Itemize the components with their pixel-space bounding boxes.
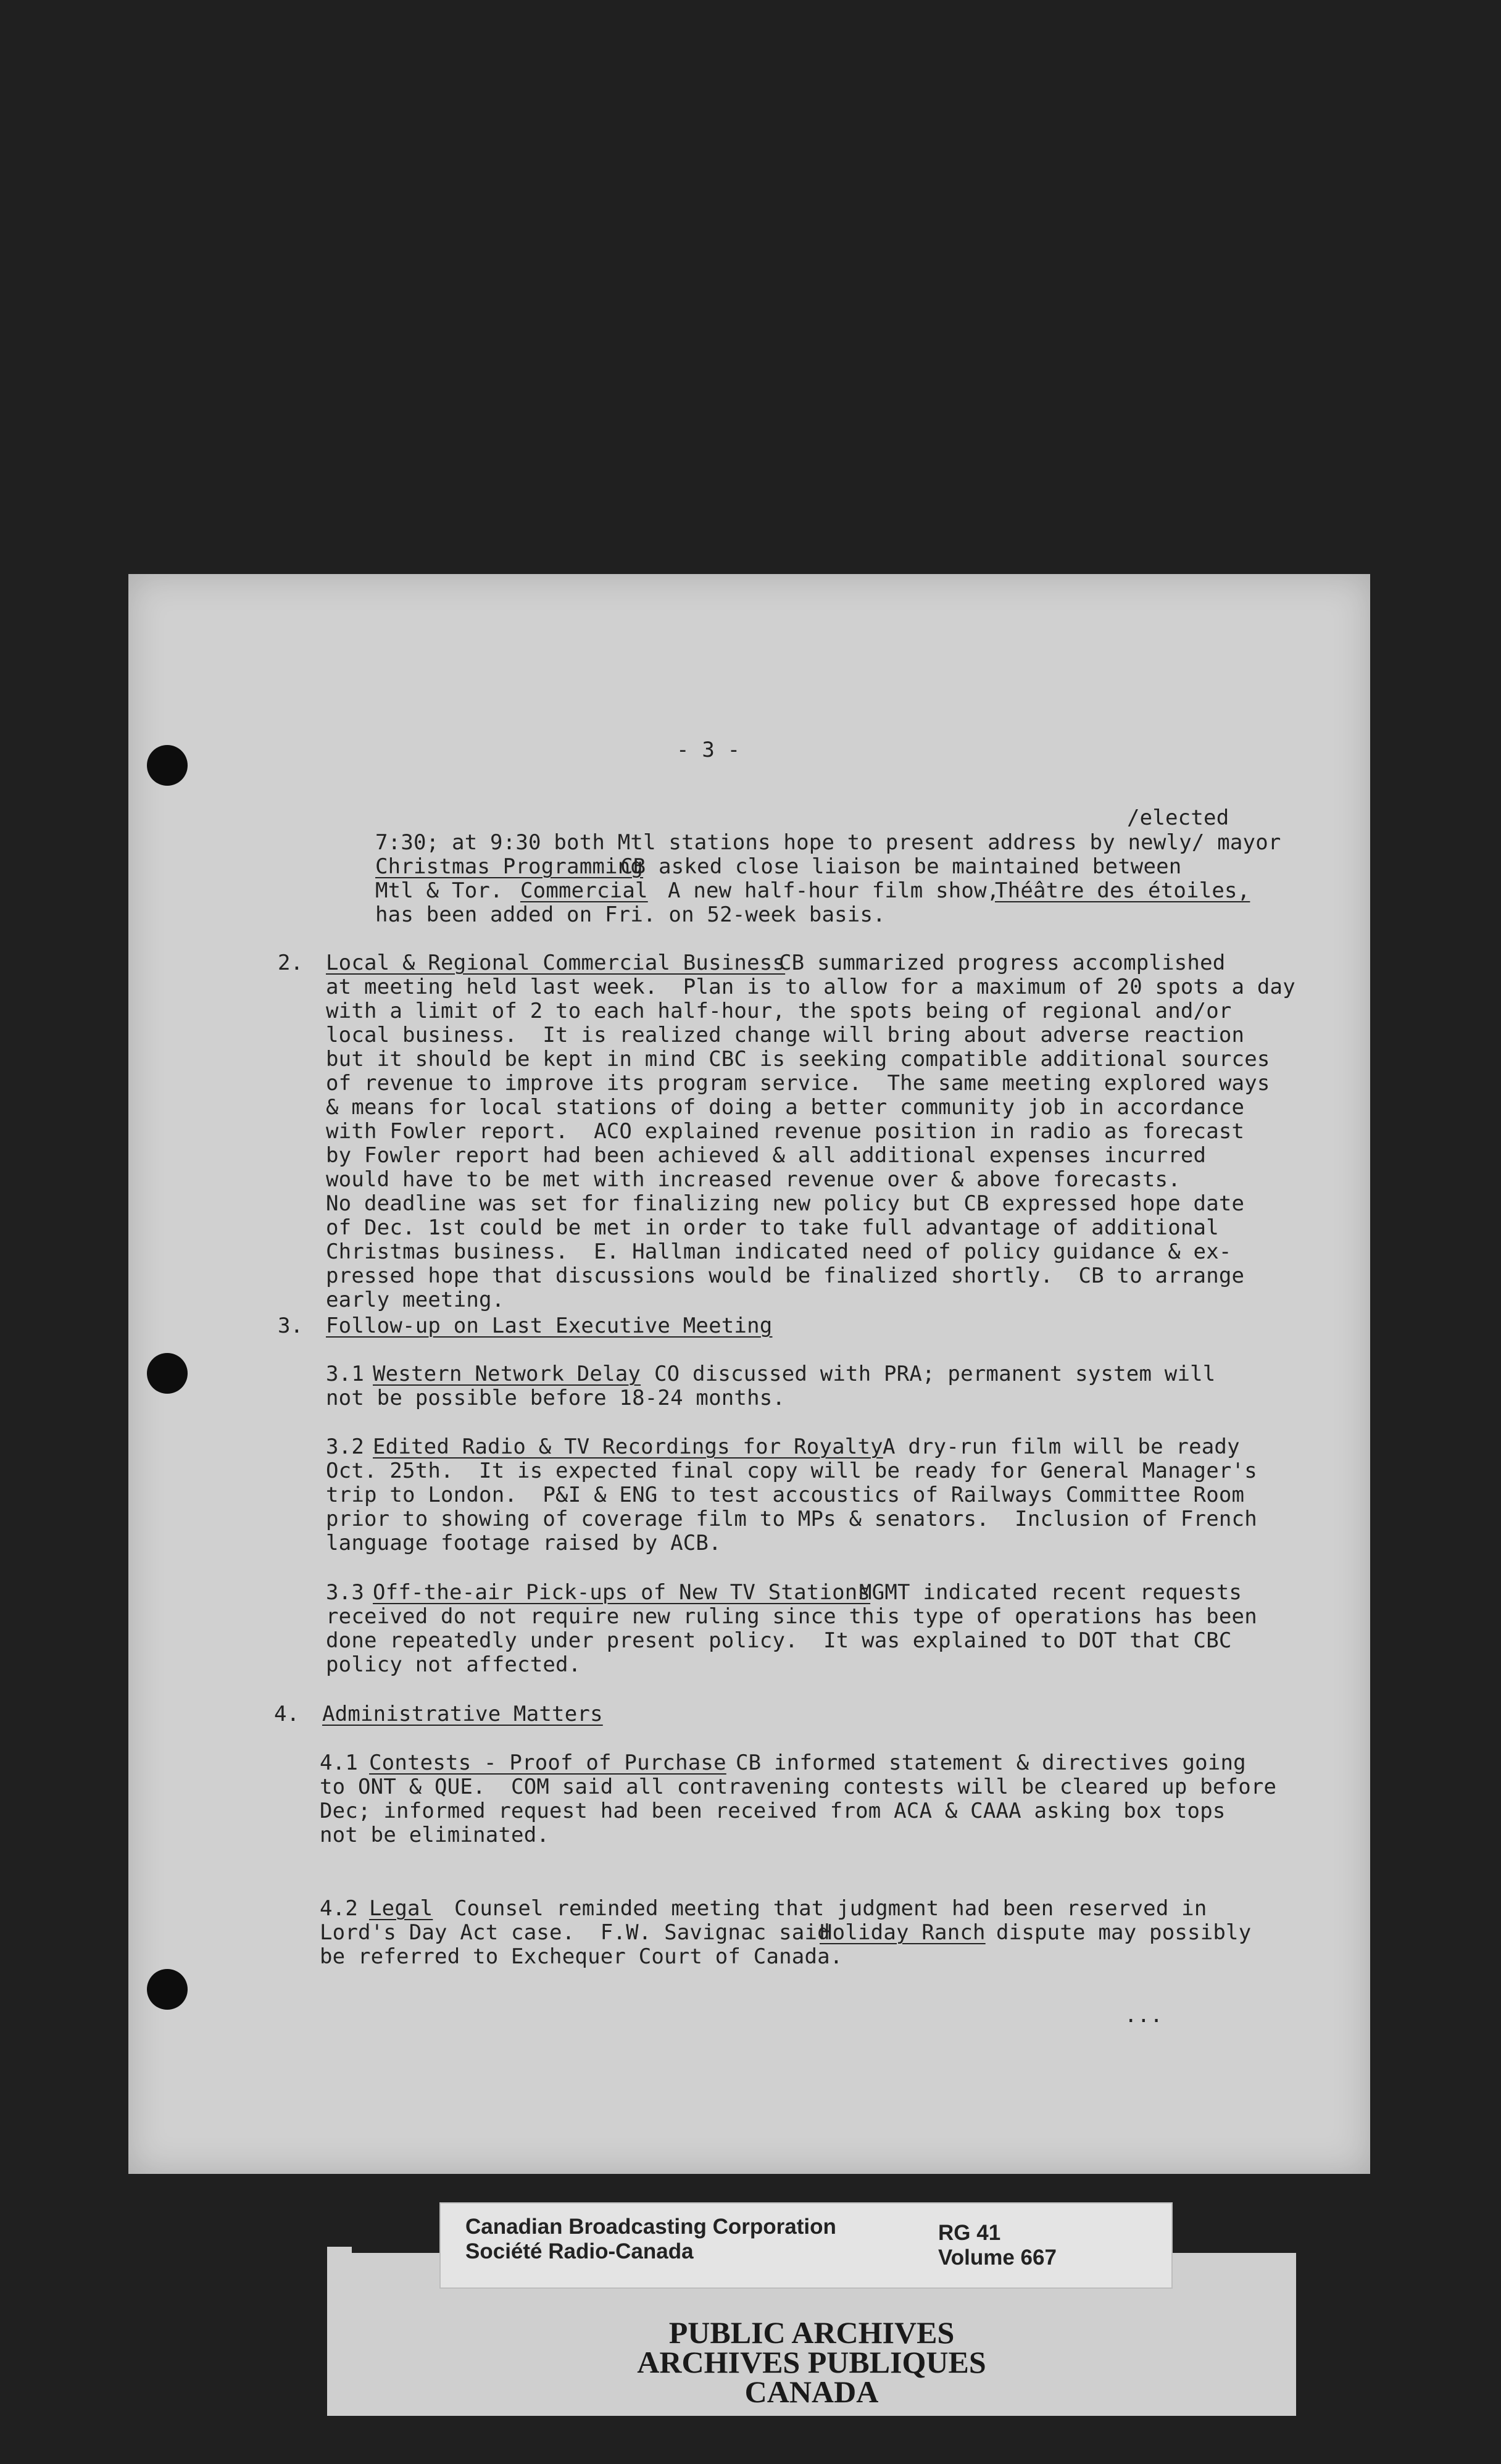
text-line: policy not affected. bbox=[326, 1652, 581, 1677]
binder-hole-middle bbox=[147, 1353, 188, 1394]
text-line: & means for local stations of doing a better community job in accordance bbox=[326, 1095, 1245, 1120]
volume-number: Volume 667 bbox=[938, 2245, 1057, 2270]
text-line: not be eliminated. bbox=[320, 1823, 550, 1847]
text-line: has been added on Fri. on 52-week basis. bbox=[375, 902, 886, 927]
text-line: CB summarized progress accomplished bbox=[779, 951, 1226, 975]
text-line: pressed hope that discussions would be finalized shortly. CB to arrange bbox=[326, 1263, 1245, 1288]
text-line: Edited Radio & TV Recordings for Royalty bbox=[373, 1434, 883, 1459]
text-line: local business. It is realized change will bring about adverse reaction bbox=[326, 1023, 1245, 1047]
text-line: done repeatedly under present policy. It was explained to DOT that CBC bbox=[326, 1628, 1232, 1653]
text-line: 3. bbox=[278, 1313, 304, 1338]
stamp-side-tab-left bbox=[327, 2247, 352, 2265]
text-line: A dry-run film will be ready bbox=[883, 1434, 1240, 1459]
stamp-line-2: ARCHIVES PUBLIQUES bbox=[637, 2345, 986, 2379]
text-line: of revenue to improve its program service. The same meeting explored ways bbox=[326, 1071, 1270, 1096]
stamp-line-3: CANADA bbox=[744, 2375, 879, 2409]
text-line: by Fowler report had been achieved & all additional expenses incurred bbox=[326, 1143, 1207, 1168]
text-line: 3.1 bbox=[326, 1362, 365, 1386]
text-line: Holiday Ranch bbox=[820, 1920, 986, 1945]
text-line: Oct. 25th. It is expected final copy will be ready for General Manager's bbox=[326, 1459, 1257, 1483]
text-line: 4.1 bbox=[320, 1750, 359, 1775]
record-group: RG 41 bbox=[938, 2221, 1001, 2245]
text-line: Christmas business. E. Hallman indicated need of policy guidance & ex- bbox=[326, 1239, 1232, 1264]
text-line: received do not require new ruling since this type of operations has been bbox=[326, 1604, 1257, 1629]
text-line: but it should be kept in mind CBC is seeking compatible additional sources bbox=[326, 1047, 1270, 1072]
page-number: - 3 - bbox=[676, 738, 741, 762]
text-line: 3.2 bbox=[326, 1434, 365, 1459]
text-line: Local & Regional Commercial Business bbox=[326, 951, 786, 975]
binder-hole-bottom bbox=[147, 1969, 188, 2010]
text-line: 3.3 bbox=[326, 1580, 365, 1605]
text-line: ... bbox=[1125, 2003, 1163, 2028]
text-line: CB asked close liaison be maintained between bbox=[620, 854, 1182, 879]
text-line: language footage raised by ACB. bbox=[326, 1531, 721, 1555]
text-line: Counsel reminded meeting that judgment had been reserved in bbox=[454, 1896, 1207, 1921]
text-line: CO discussed with PRA; permanent system will bbox=[654, 1362, 1216, 1386]
text-line: early meeting. bbox=[326, 1288, 505, 1312]
text-line: No deadline was set for finalizing new policy but CB expressed hope date bbox=[326, 1191, 1245, 1216]
stamp-line-1: PUBLIC ARCHIVES bbox=[668, 2315, 955, 2350]
org-name-french: Société Radio-Canada bbox=[465, 2239, 694, 2263]
text-line: dispute may possibly bbox=[996, 1920, 1252, 1945]
text-line: Christmas Programming bbox=[375, 854, 644, 879]
text-line: to ONT & QUE. COM said all contravening contests will be cleared up before bbox=[320, 1775, 1277, 1799]
text-line: 7:30; at 9:30 both Mtl stations hope to present address by newly/ mayor bbox=[375, 830, 1281, 855]
text-line: A new half-hour film show, bbox=[668, 878, 1000, 903]
text-line: 2. bbox=[278, 951, 304, 975]
text-line: trip to London. P&I & ENG to test accoustics of Railways Committee Room bbox=[326, 1483, 1245, 1507]
text-line: 4. bbox=[274, 1702, 300, 1726]
text-line: 4.2 bbox=[320, 1896, 359, 1921]
archive-label bbox=[439, 2202, 1173, 2289]
text-line: at meeting held last week. Plan is to allow for a maximum of 20 spots a day bbox=[326, 975, 1295, 999]
text-line: Legal bbox=[369, 1896, 433, 1921]
text-line: Follow-up on Last Executive Meeting bbox=[326, 1313, 773, 1338]
text-line: Mtl & Tor. bbox=[375, 878, 503, 903]
text-line: would have to be met with increased revenue over & above forecasts. bbox=[326, 1167, 1181, 1192]
text-line: Contests - Proof of Purchase bbox=[369, 1750, 726, 1775]
text-line: MGMT indicated recent requests bbox=[859, 1580, 1242, 1605]
text-line: Western Network Delay bbox=[373, 1362, 641, 1386]
text-line: be referred to Exchequer Court of Canada. bbox=[320, 1944, 843, 1969]
text-line: Dec; informed request had been received from ACA & CAAA asking box tops bbox=[320, 1799, 1226, 1823]
text-line: Lord's Day Act case. F.W. Savignac said bbox=[320, 1920, 830, 1945]
text-line: Commercial bbox=[520, 878, 648, 903]
org-name-english: Canadian Broadcasting Corporation bbox=[465, 2215, 836, 2239]
text-line: of Dec. 1st could be met in order to take full advantage of additional bbox=[326, 1215, 1219, 1240]
text-line: Théâtre des étoiles, bbox=[995, 878, 1250, 903]
text-line: Off-the-air Pick-ups of New TV Stations bbox=[373, 1580, 871, 1605]
text-line: Administrative Matters bbox=[322, 1702, 603, 1726]
binder-hole-top bbox=[147, 745, 188, 786]
text-line: not be possible before 18-24 months. bbox=[326, 1386, 786, 1410]
text-line: prior to showing of coverage film to MPs & senators. Inclusion of French bbox=[326, 1507, 1257, 1531]
text-line: with a limit of 2 to each half-hour, the spots being of regional and/or bbox=[326, 999, 1232, 1023]
text-line: with Fowler report. ACO explained revenue position in radio as forecast bbox=[326, 1119, 1245, 1144]
text-line: /elected bbox=[1127, 805, 1229, 830]
text-line: CB informed statement & directives going bbox=[736, 1750, 1246, 1775]
